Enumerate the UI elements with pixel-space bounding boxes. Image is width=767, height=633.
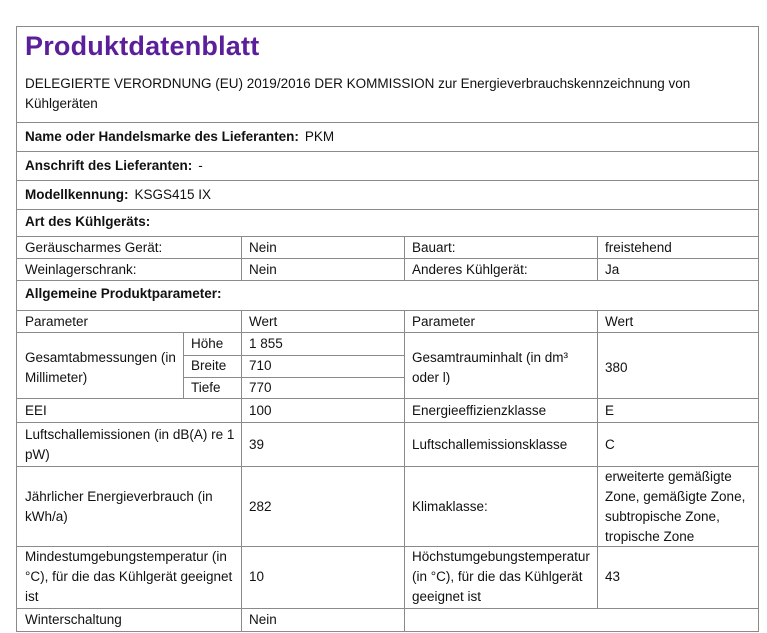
quiet-appliance-label: Geräuscharmes Gerät:	[25, 240, 163, 255]
quiet-appliance-value: Nein	[249, 240, 277, 255]
divider	[597, 311, 598, 609]
max-temp-label: Höchstumgebungstemperatur (in °C), für die das Kühlgerät geeignet ist	[412, 549, 590, 604]
col-parameter-header: Parameter	[25, 314, 89, 329]
type-heading-row	[17, 210, 758, 237]
divider	[404, 311, 405, 631]
other-refrigerator-label: Anderes Kühlgerät:	[412, 262, 528, 277]
design-type-label: Bauart:	[412, 240, 456, 255]
min-temp-label: Mindestumgebungstemperatur (in °C), für die das Kühlgerät geeignet ist	[25, 549, 233, 604]
title-block	[17, 27, 758, 123]
divider	[597, 237, 598, 281]
divider	[241, 311, 242, 631]
general-heading-row	[17, 281, 758, 311]
supplier-address-row	[17, 152, 758, 181]
temperature-row	[17, 547, 758, 609]
consumption-label: Jährlicher Energieverbrauch (in kWh/a)	[25, 489, 213, 524]
eei-label: EEI	[25, 403, 47, 418]
divider	[404, 237, 405, 281]
divider	[241, 237, 242, 281]
page-title: Produktdatenblatt	[25, 31, 260, 61]
eei-value: 100	[249, 403, 272, 418]
noise-label: Luftschallemissionen (in dB(A) re 1 pW)	[25, 427, 235, 462]
winter-value: Nein	[249, 612, 277, 627]
model-label: Modellkennung:	[25, 187, 129, 202]
depth-label: Tiefe	[191, 380, 221, 395]
width-label: Breite	[191, 358, 227, 373]
eei-row	[17, 399, 758, 423]
supplier-address-label: Anschrift des Lieferanten:	[25, 158, 193, 173]
type-row-2	[17, 259, 758, 281]
divider	[183, 355, 404, 356]
general-heading: Allgemeine Produktparameter:	[25, 286, 222, 301]
depth-value: 770	[249, 380, 272, 395]
col-value-header: Wert	[249, 314, 278, 329]
design-type-value: freistehend	[605, 240, 672, 255]
product-datasheet	[16, 26, 759, 632]
height-value: 1 855	[249, 336, 283, 351]
supplier-name-label: Name oder Handelsmarke des Lieferanten:	[25, 129, 299, 144]
model-row	[17, 181, 758, 210]
climate-class-value: erweiterte gemäßigte Zone, gemäßigte Zone, subtropische Zone, tropische Zone	[605, 469, 746, 544]
divider	[183, 377, 404, 378]
volume-label: Gesamtrauminhalt (in dm³ oder l)	[412, 350, 569, 385]
consumption-row	[17, 467, 758, 547]
noise-class-label: Luftschallemissionsklasse	[412, 437, 568, 452]
supplier-name-value: PKM	[304, 129, 335, 144]
width-value: 710	[249, 358, 272, 373]
type-row-1	[17, 237, 758, 259]
dimensions-row	[17, 333, 758, 399]
divider	[183, 333, 184, 399]
model-value: KSGS415 IX	[134, 187, 212, 202]
min-temp-value: 10	[249, 569, 265, 584]
col-value-header-2: Wert	[605, 314, 634, 329]
volume-value: 380	[605, 360, 628, 375]
height-label: Höhe	[191, 336, 224, 351]
consumption-value: 282	[249, 499, 272, 514]
regulation-text: DELEGIERTE VERORDNUNG (EU) 2019/2016 DER KOMMISSION zur Energieverbrauchskennzeichnung von Kühlgeräten	[25, 76, 691, 111]
noise-row	[17, 423, 758, 467]
wine-storage-label: Weinlagerschrank:	[25, 262, 137, 277]
noise-value: 39	[249, 437, 265, 452]
max-temp-value: 43	[605, 569, 621, 584]
general-header-row	[17, 311, 758, 333]
supplier-address-value: -	[198, 158, 203, 173]
energy-class-label: Energieeffizienzklasse	[412, 403, 547, 418]
winter-label: Winterschaltung	[25, 612, 122, 627]
energy-class-value: E	[605, 403, 615, 418]
winter-row	[17, 609, 758, 631]
col-parameter-header-2: Parameter	[412, 314, 476, 329]
supplier-name-row	[17, 123, 758, 152]
wine-storage-value: Nein	[249, 262, 277, 277]
climate-class-label: Klimaklasse:	[412, 499, 488, 514]
other-refrigerator-value: Ja	[605, 262, 620, 277]
type-heading: Art des Kühlgeräts:	[25, 214, 151, 229]
dimensions-label: Gesamtabmessungen (in Millimeter)	[25, 350, 176, 385]
noise-class-value: C	[605, 437, 615, 452]
